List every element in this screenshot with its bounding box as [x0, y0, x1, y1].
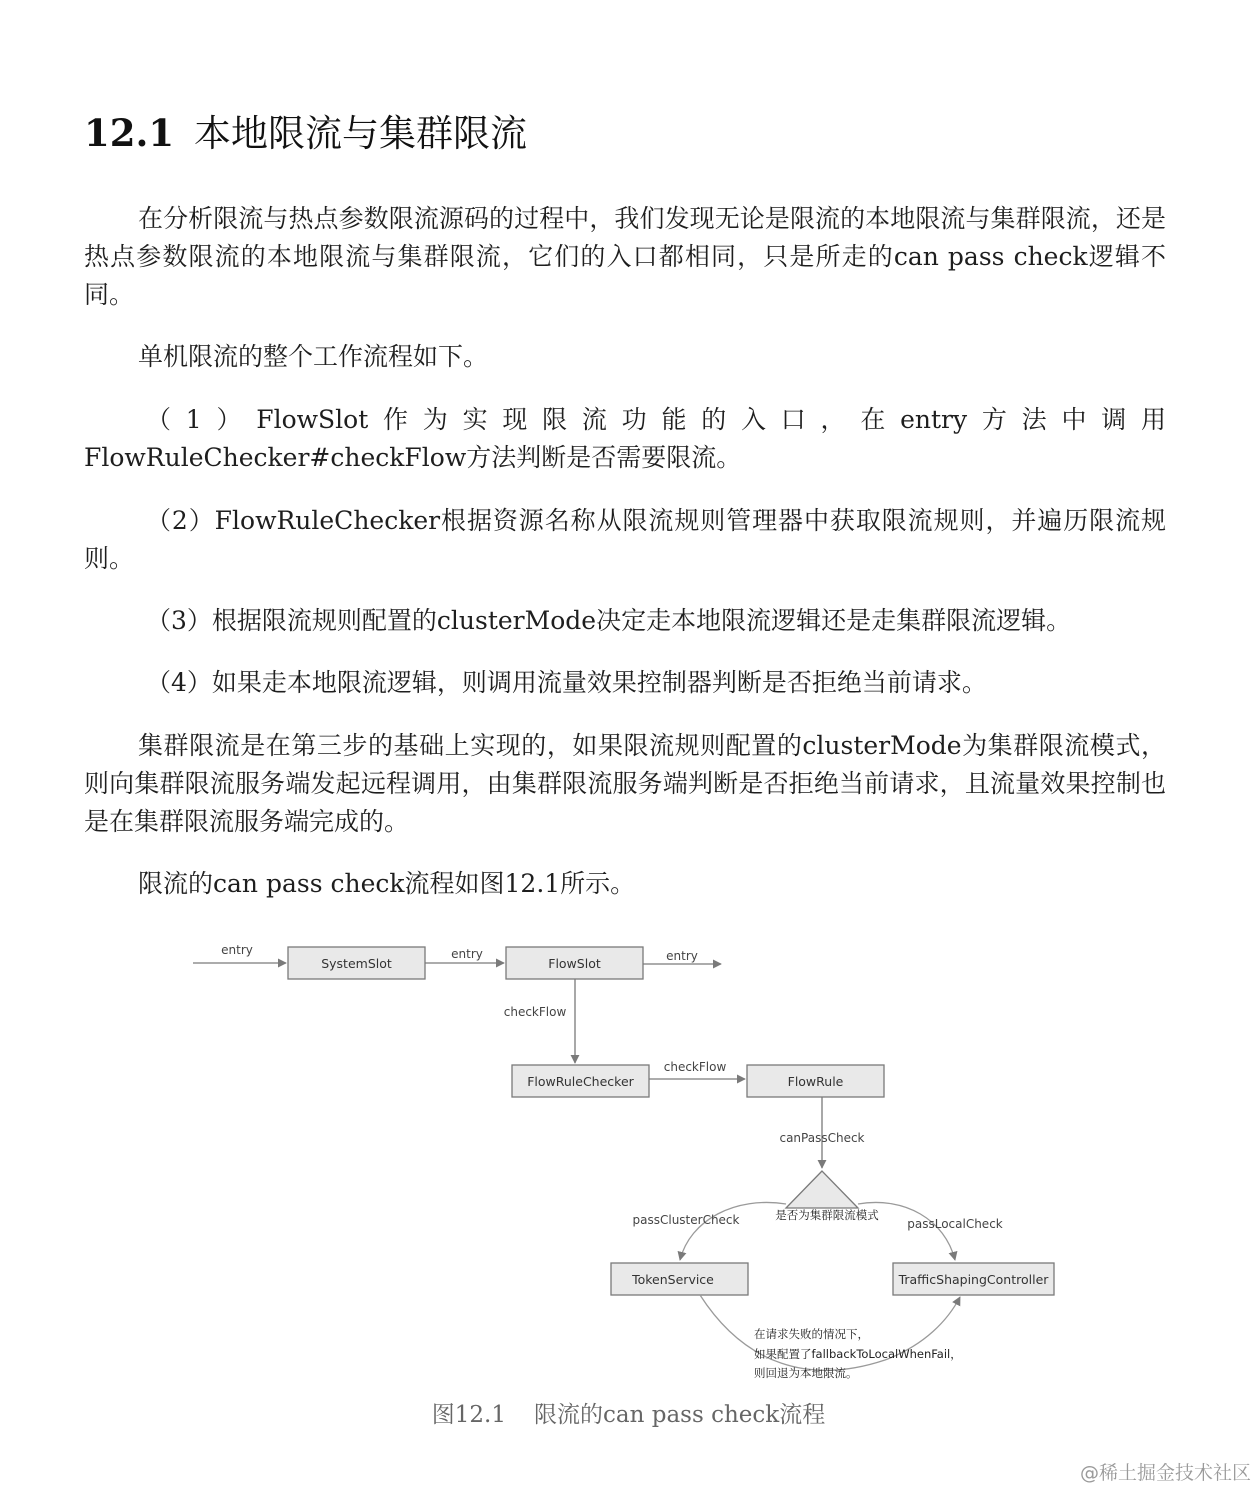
node-traffic-shaping-controller-label: TrafficShapingController — [898, 1272, 1049, 1287]
paragraph-intro: 在分析限流与热点参数限流源码的过程中，我们发现无论是限流的本地限流与集群限流，还是热点参数限流的本地限流与集群限流，它们的入口都相同，只是所走的can pass check逻辑不同。 — [84, 204, 1166, 309]
edge-label-can-pass-check: canPassCheck — [779, 1131, 865, 1145]
node-flow-rule-checker-label: FlowRuleChecker — [527, 1074, 634, 1089]
fallback-note-line-2: 如果配置了fallbackToLocalWhenFail， — [754, 1347, 962, 1361]
node-system-slot-label: SystemSlot — [321, 956, 392, 971]
edge-label-check-flow-right: checkFlow — [663, 1060, 727, 1074]
watermark: @稀土掘金技术社区 — [1079, 1462, 1251, 1484]
node-decision — [786, 1171, 858, 1208]
edge-label-pass-cluster-check: passClusterCheck — [632, 1213, 740, 1227]
fallback-note-line-1: 在请求失败的情况下， — [754, 1327, 869, 1341]
section-number: 12.1 — [84, 111, 175, 155]
node-token-service-label: TokenService — [632, 1272, 714, 1287]
paragraph-step-3: （3）根据限流规则配置的clusterMode决定走本地限流逻辑还是走集群限流逻辑。 — [146, 606, 1072, 635]
edge-label-check-flow-down: checkFlow — [503, 1005, 567, 1019]
edge-label-entry-out: entry — [666, 949, 698, 963]
paragraph-cluster: 集群限流是在第三步的基础上实现的，如果限流规则配置的clusterMode为集群限流模式，则向集群限流服务端发起远程调用，由集群限流服务端判断是否拒绝当前请求，且流量效果控制也是在集群限流服务端完成的。 — [84, 731, 1166, 836]
node-flow-slot-label: FlowSlot — [548, 956, 601, 971]
figure-number: 图12.1 — [431, 1402, 506, 1428]
paragraph-figure-reference: 限流的can pass check流程如图12.1所示。 — [138, 869, 636, 898]
fallback-note-line-3: 则回退为本地限流。 — [754, 1366, 858, 1380]
section-title: 本地限流与集群限流 — [194, 112, 527, 155]
paragraph-step-1: （1）FlowSlot作为实现限流功能的入口，在entry方法中调用FlowRuleChecker#checkFlow方法判断是否需要限流。 — [84, 405, 1166, 472]
figure-caption — [0, 1396, 1257, 1429]
paragraph-step-2: （2）FlowRuleChecker根据资源名称从限流规则管理器中获取限流规则，并遍历限流规则。 — [84, 506, 1166, 573]
paragraph-step-4: （4）如果走本地限流逻辑，则调用流量效果控制器判断是否拒绝当前请求。 — [146, 668, 987, 697]
figure-title: 限流的can pass check流程 — [534, 1402, 826, 1428]
edge-label-entry-in: entry — [221, 943, 253, 957]
edge-pass-cluster-check — [680, 1202, 786, 1260]
edge-label-entry-to-flowslot: entry — [451, 947, 483, 961]
edge-label-pass-local-check: passLocalCheck — [907, 1217, 1003, 1231]
paragraph-workflow-intro: 单机限流的整个工作流程如下。 — [138, 342, 489, 371]
node-flow-rule-label: FlowRule — [787, 1074, 844, 1089]
node-decision-label: 是否为集群限流模式 — [775, 1208, 879, 1222]
